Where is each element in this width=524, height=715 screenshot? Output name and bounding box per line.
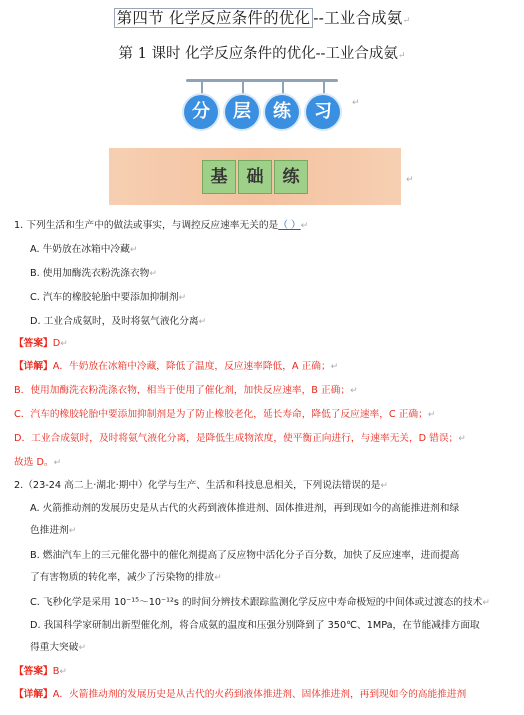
q2-answer: 【答案】B↵ xyxy=(14,666,67,677)
section-char: 练 xyxy=(274,160,308,194)
page-subtitle xyxy=(0,42,524,63)
q1-answer: 【答案】D↵ xyxy=(14,338,68,349)
q1-detail: 故选 D。↵ xyxy=(14,457,62,468)
banner-peg xyxy=(282,81,284,96)
subtitle-text: 第 1 课时 化学反应条件的优化--工业合成氨 xyxy=(118,46,398,62)
q2-option: A. 火箭推动剂的发展历史是从古代的火药到液体推进剂、固体推进剂，再到现如今的高能推进剂和绿 xyxy=(30,503,460,514)
q2-option: B. 燃油汽车上的三元催化器中的催化剂提高了反应物中活化分子百分数，加快了反应速率，进而提高 xyxy=(30,550,460,561)
section-char: 基 xyxy=(202,160,236,194)
q1-option: D. 工业合成氨时，及时将氨气液化分离↵ xyxy=(30,316,207,327)
basic-practice-banner xyxy=(109,148,401,205)
para-mark-icon: ↵ xyxy=(352,98,360,108)
title-suffix: --工业合成氨 xyxy=(313,9,403,27)
banner-char: 分 xyxy=(184,95,218,129)
q2-detail: 【详解】A．火箭推动剂的发展历史是从古代的火药到液体推进剂、固体推进剂，再到现如今的高能推进剂 xyxy=(14,689,467,700)
layered-practice-banner xyxy=(176,75,348,135)
q2-option: D. 我国科学家研制出新型催化剂，将合成氨的温度和压强分别降到了 350℃、1MPa，在节能减排方面取 xyxy=(30,620,480,631)
para-mark-icon: ↵ xyxy=(406,175,414,185)
title-section: 第四节 化学反应条件的优化 xyxy=(114,8,314,28)
q1-detail: C．汽车的橡胶轮胎中要添加抑制剂是为了防止橡胶老化，延长寿命，降低了反应速率，C 正确；↵ xyxy=(14,409,436,420)
q1-detail: D．工业合成氨时，及时将氨气液化分离，是降低生成物浓度，使平衡正向进行，与速率无关，D 错误；↵ xyxy=(14,433,466,444)
q2-stem: 2.（23-24 高二上·湖北·期中）化学与生产、生活和科技息息相关，下列说法错误的是↵ xyxy=(14,480,388,491)
q2-option-cont: 得重大突破↵ xyxy=(30,642,86,653)
q1-option: B. 使用加酶洗衣粉洗涤衣物↵ xyxy=(30,268,157,279)
q2-option-cont: 色推进剂↵ xyxy=(30,525,77,536)
q2-option-cont: 了有害物质的转化率，减少了污染物的排放↵ xyxy=(30,572,222,583)
banner-peg xyxy=(323,81,325,96)
banner-char: 习 xyxy=(306,95,340,129)
para-mark-icon: ↵ xyxy=(397,51,406,61)
q1-stem: 1. 下列生活和生产中的做法或事实，与调控反应速率无关的是（ ）↵ xyxy=(14,220,309,231)
banner-rail xyxy=(186,79,338,82)
q1-option: C. 汽车的橡胶轮胎中要添加抑制剂↵ xyxy=(30,292,187,303)
para-mark-icon: ↵ xyxy=(402,16,411,26)
q1-detail: 【详解】A．牛奶放在冰箱中冷藏，降低了温度，反应速率降低，A 正确；↵ xyxy=(14,361,339,372)
banner-peg xyxy=(201,81,203,96)
banner-char: 练 xyxy=(265,95,299,129)
section-char: 础 xyxy=(238,160,272,194)
banner-char: 层 xyxy=(225,95,259,129)
q1-option: A. 牛奶放在冰箱中冷藏↵ xyxy=(30,244,138,255)
answer-blank: （ ） xyxy=(278,220,301,231)
q2-option: C. 飞秒化学是采用 10⁻¹⁵～10⁻¹²s 的时间分辨技术跟踪监测化学反应中寿命极短的中间体或过渡态的技术↵ xyxy=(30,597,490,608)
banner-peg xyxy=(242,81,244,96)
page-title xyxy=(0,6,524,28)
q1-detail: B．使用加酶洗衣粉洗涤衣物，相当于使用了催化剂，加快反应速率，B 正确；↵ xyxy=(14,385,358,396)
